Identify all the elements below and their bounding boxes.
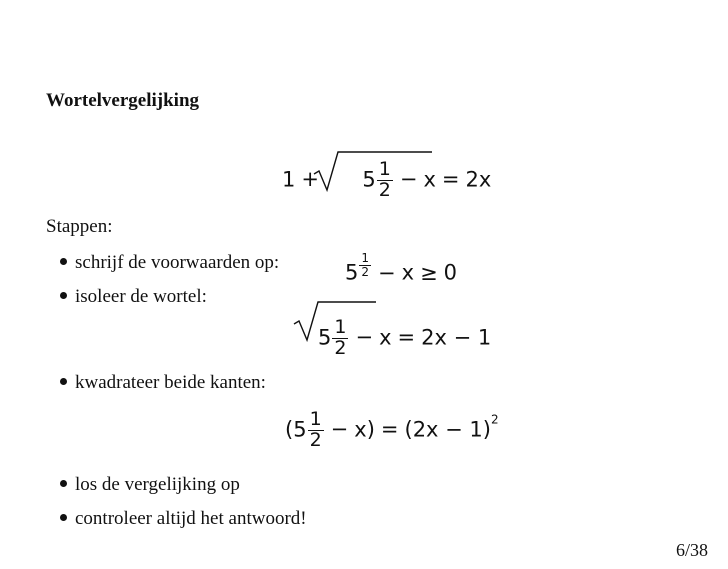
step-2-equals: = xyxy=(397,325,416,350)
bullet-icon xyxy=(60,258,67,265)
step-1-whole: 5 xyxy=(345,260,359,285)
steps-label: Stappen: xyxy=(46,216,113,237)
step-3-open: (5 xyxy=(285,417,307,442)
step-3 xyxy=(60,372,266,394)
main-eq-plus: + xyxy=(301,167,319,192)
bullet-icon xyxy=(60,480,67,487)
step-3-fraction xyxy=(308,410,324,451)
main-eq-equals: = xyxy=(441,167,460,192)
step-3-text: kwadrateer beide kanten: xyxy=(75,372,266,393)
step-1 xyxy=(60,252,279,274)
step-1-geq: ≥ xyxy=(420,260,438,285)
step-2-text: isoleer de wortel: xyxy=(75,286,207,307)
bullet-icon xyxy=(60,514,67,521)
step-3-rhs: (2x − 1) xyxy=(404,417,491,442)
step-2-frac-den: 2 xyxy=(334,336,347,359)
step-1-fraction xyxy=(359,252,371,278)
step-3-frac-num: 1 xyxy=(309,408,322,430)
main-eq-rhs: 2x xyxy=(465,167,492,192)
step-3-equals: = xyxy=(380,417,399,442)
main-eq-minus: − xyxy=(399,167,418,192)
bullet-icon xyxy=(60,292,67,299)
step-2-math xyxy=(318,318,491,359)
step-5-text: controleer altijd het antwoord! xyxy=(75,508,307,529)
step-3-frac-den: 2 xyxy=(309,428,322,451)
step-1-frac-den: 2 xyxy=(361,264,370,279)
step-3-math xyxy=(285,410,499,451)
main-eq-whole: 5 xyxy=(362,167,376,192)
step-1-text: schrijf de voorwaarden op: xyxy=(75,252,280,273)
main-eq-frac-den: 2 xyxy=(378,178,391,201)
main-equation xyxy=(282,160,491,201)
main-eq-frac-num: 1 xyxy=(378,158,391,180)
step-2-whole: 5 xyxy=(318,325,332,350)
step-1-var: x xyxy=(401,260,415,285)
step-2-var: x xyxy=(379,325,392,350)
step-2-radical xyxy=(294,302,394,362)
step-2-minus: − xyxy=(355,325,374,350)
step-1-math xyxy=(345,252,457,284)
step-2-rhs: 2x − 1 xyxy=(421,325,492,350)
step-3-var: x) xyxy=(354,417,375,442)
main-eq-radical xyxy=(314,152,414,212)
slide-title: Wortelvergelijking xyxy=(46,90,200,111)
page-number: 6/38 xyxy=(675,540,708,560)
step-2 xyxy=(60,286,207,308)
step-4-text: los de vergelijking op xyxy=(75,474,240,495)
step-1-minus: − xyxy=(378,260,396,285)
main-eq-var: x xyxy=(423,167,436,192)
step-1-frac-num: 1 xyxy=(361,251,370,265)
step-3-minus: − xyxy=(330,417,349,442)
bullet-icon xyxy=(60,378,67,385)
step-4 xyxy=(60,474,240,496)
step-2-frac-num: 1 xyxy=(334,316,347,338)
main-eq-one: 1 xyxy=(282,167,296,192)
step-5 xyxy=(60,508,307,530)
step-3-exponent: 2 xyxy=(490,412,499,427)
step-1-rhs: 0 xyxy=(443,260,458,285)
